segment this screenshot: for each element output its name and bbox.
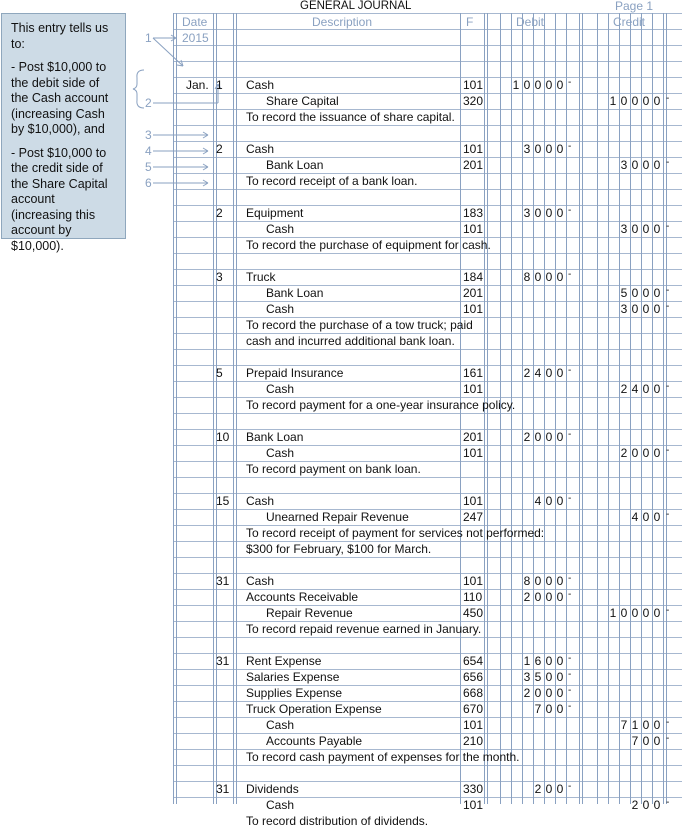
debit-amount-cents-dash: - bbox=[568, 781, 572, 792]
credit-amount-digit: 0 bbox=[642, 734, 650, 748]
debit-amount-digit: 0 bbox=[556, 78, 564, 92]
debit-amount-digit: 0 bbox=[556, 206, 564, 220]
credit-amount-digit: 0 bbox=[653, 286, 661, 300]
credit-amount-digit: 1 bbox=[609, 606, 617, 620]
credit-amount-digit: 0 bbox=[653, 798, 661, 812]
debit-amount-digit: 5 bbox=[534, 670, 542, 684]
debit-amount-digit: 0 bbox=[556, 574, 564, 588]
column-header-description: Description bbox=[312, 15, 373, 29]
credit-amount-digit: 7 bbox=[620, 718, 628, 732]
credit-amount-digit: 0 bbox=[653, 446, 661, 460]
credit-amount-digit: 0 bbox=[653, 302, 661, 316]
debit-amount-digit: 0 bbox=[545, 270, 553, 284]
debit-amount-cents-dash: - bbox=[568, 685, 572, 696]
debit-amount-digit: 3 bbox=[523, 206, 531, 220]
entry-memo: To record repaid revenue earned in January. bbox=[246, 622, 482, 636]
folio-number: 184 bbox=[463, 270, 484, 284]
credit-amount-digit: 2 bbox=[620, 382, 628, 396]
entry-memo: To record payment on bank loan. bbox=[246, 462, 421, 476]
debit-amount-digit: 0 bbox=[534, 574, 542, 588]
debit-amount-cents-dash: - bbox=[568, 141, 572, 152]
year-label: 2015 bbox=[182, 31, 209, 45]
note-intro: This entry tells us to: bbox=[11, 21, 109, 51]
debit-amount-digit: 0 bbox=[545, 142, 553, 156]
column-header-credit: Credit bbox=[613, 15, 646, 29]
column-header-debit: Debit bbox=[516, 15, 545, 29]
debit-amount-cents-dash: - bbox=[568, 573, 572, 584]
credit-amount-digit: 1 bbox=[609, 94, 617, 108]
account-name: Cash bbox=[246, 78, 275, 92]
entry-day: 3 bbox=[216, 270, 223, 284]
credit-amount-digit: 0 bbox=[642, 94, 650, 108]
debit-amount-cents-dash: - bbox=[568, 669, 572, 680]
credit-amount-digit: 7 bbox=[631, 734, 639, 748]
entry-memo: To record cash payment of expenses for the month. bbox=[246, 750, 520, 764]
account-name: Cash bbox=[266, 302, 295, 316]
brace bbox=[133, 70, 144, 108]
credit-amount-digit: 0 bbox=[620, 94, 628, 108]
debit-amount-digit: 0 bbox=[534, 270, 542, 284]
credit-amount-cents-dash: - bbox=[666, 717, 670, 728]
debit-amount-digit: 0 bbox=[556, 702, 564, 716]
note-point-credit: - Post $10,000 to the credit side of the Share Capital account (increasing this account by $10,000). bbox=[11, 145, 108, 253]
debit-amount-digit: 0 bbox=[545, 430, 553, 444]
debit-amount-digit: 2 bbox=[523, 590, 531, 604]
entry-day: 2 bbox=[216, 142, 223, 156]
debit-amount-digit: 1 bbox=[523, 654, 531, 668]
credit-amount-cents-dash: - bbox=[666, 301, 670, 312]
credit-amount-digit: 0 bbox=[642, 158, 650, 172]
debit-amount-digit: 0 bbox=[534, 686, 542, 700]
account-name: Salaries Expense bbox=[246, 670, 340, 684]
credit-amount-cents-dash: - bbox=[666, 509, 670, 520]
credit-amount-digit: 0 bbox=[653, 718, 661, 732]
journal-title: GENERAL JOURNAL bbox=[300, 0, 412, 12]
account-name: Cash bbox=[266, 382, 295, 396]
credit-amount-digit: 0 bbox=[653, 510, 661, 524]
entry-memo: To record the purchase of equipment for cash. bbox=[246, 238, 491, 252]
credit-amount-digit: 0 bbox=[653, 382, 661, 396]
debit-amount-digit: 3 bbox=[523, 142, 531, 156]
folio-number: 161 bbox=[463, 366, 484, 380]
account-name: Truck Operation Expense bbox=[246, 702, 382, 716]
credit-amount-digit: 0 bbox=[642, 798, 650, 812]
debit-amount-digit: 0 bbox=[556, 654, 564, 668]
credit-amount-digit: 0 bbox=[653, 606, 661, 620]
entry-day: 2 bbox=[216, 206, 223, 220]
folio-number: 101 bbox=[463, 142, 484, 156]
debit-amount-digit: 3 bbox=[523, 670, 531, 684]
debit-amount-cents-dash: - bbox=[568, 589, 572, 600]
account-name: Accounts Payable bbox=[266, 734, 363, 748]
callout-number: 6 bbox=[145, 176, 152, 190]
credit-amount-cents-dash: - bbox=[666, 381, 670, 392]
callout-arrow bbox=[153, 38, 183, 66]
folio-number: 101 bbox=[463, 718, 484, 732]
entry-memo: To record receipt of a bank loan. bbox=[246, 174, 418, 188]
debit-amount-digit: 0 bbox=[545, 494, 553, 508]
account-name: Cash bbox=[266, 798, 295, 812]
credit-amount-cents-dash: - bbox=[666, 157, 670, 168]
credit-amount-digit: 0 bbox=[631, 158, 639, 172]
account-name: Bank Loan bbox=[266, 286, 324, 300]
debit-amount-digit: 0 bbox=[545, 782, 553, 796]
folio-number: 101 bbox=[463, 222, 484, 236]
entry-day: 31 bbox=[216, 782, 230, 796]
credit-amount-digit: 0 bbox=[642, 286, 650, 300]
debit-amount-digit: 4 bbox=[534, 494, 542, 508]
debit-amount-digit: 0 bbox=[534, 78, 542, 92]
folio-number: 654 bbox=[463, 654, 484, 668]
debit-amount-digit: 0 bbox=[556, 686, 564, 700]
account-name: Accounts Receivable bbox=[246, 590, 359, 604]
debit-amount-digit: 0 bbox=[534, 430, 542, 444]
entry-day: 10 bbox=[216, 430, 230, 444]
credit-amount-digit: 0 bbox=[631, 94, 639, 108]
credit-amount-cents-dash: - bbox=[666, 797, 670, 808]
debit-amount-digit: 1 bbox=[512, 78, 520, 92]
account-name: Truck bbox=[246, 270, 276, 284]
credit-amount-digit: 0 bbox=[653, 94, 661, 108]
debit-amount-digit: 0 bbox=[534, 206, 542, 220]
callout-number: 2 bbox=[145, 96, 152, 110]
debit-amount-digit: 0 bbox=[545, 574, 553, 588]
account-name: Bank Loan bbox=[246, 430, 304, 444]
debit-amount-digit: 0 bbox=[556, 670, 564, 684]
credit-amount-digit: 0 bbox=[642, 510, 650, 524]
credit-amount-digit: 3 bbox=[620, 158, 628, 172]
folio-number: 101 bbox=[463, 382, 484, 396]
credit-amount-digit: 0 bbox=[642, 718, 650, 732]
entry-day: 5 bbox=[216, 366, 223, 380]
debit-amount-cents-dash: - bbox=[568, 205, 572, 216]
debit-amount-digit: 0 bbox=[545, 686, 553, 700]
credit-amount-cents-dash: - bbox=[666, 445, 670, 456]
folio-number: 101 bbox=[463, 798, 484, 812]
account-name: Bank Loan bbox=[266, 158, 324, 172]
debit-amount-digit: 4 bbox=[534, 366, 542, 380]
callout-number: 4 bbox=[145, 144, 152, 158]
credit-amount-cents-dash: - bbox=[666, 733, 670, 744]
credit-amount-digit: 0 bbox=[631, 286, 639, 300]
folio-number: 450 bbox=[463, 606, 484, 620]
credit-amount-digit: 0 bbox=[631, 222, 639, 236]
account-name: Cash bbox=[266, 718, 295, 732]
credit-amount-cents-dash: - bbox=[666, 285, 670, 296]
credit-amount-digit: 0 bbox=[653, 158, 661, 172]
account-name: Share Capital bbox=[266, 94, 339, 108]
credit-amount-digit: 0 bbox=[642, 222, 650, 236]
credit-amount-cents-dash: - bbox=[666, 221, 670, 232]
entry-day: 31 bbox=[216, 654, 230, 668]
callout-number: 5 bbox=[145, 160, 152, 174]
account-name: Rent Expense bbox=[246, 654, 322, 668]
folio-number: 668 bbox=[463, 686, 484, 700]
folio-number: 201 bbox=[463, 286, 484, 300]
folio-number: 330 bbox=[463, 782, 484, 796]
account-name: Cash bbox=[246, 142, 275, 156]
credit-amount-digit: 0 bbox=[631, 302, 639, 316]
debit-amount-digit: 0 bbox=[556, 270, 564, 284]
debit-amount-digit: 0 bbox=[545, 654, 553, 668]
debit-amount-digit: 2 bbox=[523, 366, 531, 380]
debit-amount-digit: 0 bbox=[545, 590, 553, 604]
debit-amount-cents-dash: - bbox=[568, 429, 572, 440]
callout-number: 3 bbox=[145, 128, 152, 142]
entry-day: 15 bbox=[216, 494, 230, 508]
account-name: Cash bbox=[266, 222, 295, 236]
account-name: Unearned Repair Revenue bbox=[266, 510, 409, 524]
folio-number: 183 bbox=[463, 206, 484, 220]
entry-day: 1 bbox=[216, 78, 223, 92]
debit-amount-cents-dash: - bbox=[568, 493, 572, 504]
debit-amount-digit: 6 bbox=[534, 654, 542, 668]
debit-amount-digit: 0 bbox=[545, 78, 553, 92]
credit-amount-digit: 0 bbox=[631, 446, 639, 460]
debit-amount-digit: 0 bbox=[556, 494, 564, 508]
credit-amount-digit: 5 bbox=[620, 286, 628, 300]
debit-amount-digit: 0 bbox=[556, 366, 564, 380]
debit-amount-digit: 2 bbox=[534, 782, 542, 796]
credit-amount-digit: 0 bbox=[653, 734, 661, 748]
debit-amount-digit: 7 bbox=[534, 702, 542, 716]
entry-memo: $300 for February, $100 for March. bbox=[246, 542, 432, 556]
debit-amount-digit: 0 bbox=[556, 782, 564, 796]
entry-memo: To record receipt of payment for services not performed: bbox=[246, 526, 545, 540]
debit-amount-cents-dash: - bbox=[568, 701, 572, 712]
entry-month: Jan. bbox=[186, 78, 209, 92]
column-header-folio: F bbox=[466, 15, 474, 29]
entry-memo: To record distribution of dividends. bbox=[246, 814, 429, 828]
account-name: Supplies Expense bbox=[246, 686, 343, 700]
account-name: Cash bbox=[246, 494, 275, 508]
debit-amount-digit: 8 bbox=[523, 270, 531, 284]
debit-amount-digit: 2 bbox=[523, 686, 531, 700]
credit-amount-cents-dash: - bbox=[666, 605, 670, 616]
debit-amount-digit: 0 bbox=[556, 590, 564, 604]
debit-amount-digit: 0 bbox=[556, 142, 564, 156]
credit-amount-digit: 0 bbox=[642, 302, 650, 316]
note-point-debit: - Post $10,000 to the debit side of the Cash account (increasing Cash by $10,000), and bbox=[11, 60, 109, 136]
folio-number: 101 bbox=[463, 574, 484, 588]
credit-amount-digit: 2 bbox=[631, 798, 639, 812]
entry-memo: To record payment for a one-year insurance policy. bbox=[246, 398, 516, 412]
folio-number: 110 bbox=[463, 590, 483, 604]
credit-amount-digit: 1 bbox=[631, 718, 639, 732]
debit-amount-cents-dash: - bbox=[568, 365, 572, 376]
folio-number: 101 bbox=[463, 78, 484, 92]
debit-amount-digit: 0 bbox=[523, 78, 531, 92]
debit-amount-digit: 0 bbox=[545, 702, 553, 716]
entry-day: 31 bbox=[216, 574, 230, 588]
debit-amount-digit: 0 bbox=[545, 206, 553, 220]
account-name: Cash bbox=[246, 574, 275, 588]
folio-number: 247 bbox=[463, 510, 484, 524]
credit-amount-digit: 3 bbox=[620, 302, 628, 316]
account-name: Equipment bbox=[246, 206, 304, 220]
column-header-date: Date bbox=[182, 15, 208, 29]
account-name: Dividends bbox=[246, 782, 299, 796]
account-name: Cash bbox=[266, 446, 295, 460]
credit-amount-digit: 0 bbox=[642, 606, 650, 620]
debit-amount-digit: 0 bbox=[545, 366, 553, 380]
debit-amount-digit: 0 bbox=[534, 142, 542, 156]
folio-number: 101 bbox=[463, 302, 484, 316]
folio-number: 656 bbox=[463, 670, 484, 684]
folio-number: 210 bbox=[463, 734, 484, 748]
debit-amount-digit: 8 bbox=[523, 574, 531, 588]
debit-amount-cents-dash: - bbox=[568, 653, 572, 664]
folio-number: 320 bbox=[463, 94, 484, 108]
account-name: Prepaid Insurance bbox=[246, 366, 344, 380]
folio-number: 201 bbox=[463, 430, 484, 444]
entry-memo: cash and incurred additional bank loan. bbox=[246, 334, 455, 348]
folio-number: 101 bbox=[463, 446, 484, 460]
debit-amount-digit: 2 bbox=[523, 430, 531, 444]
credit-amount-digit: 0 bbox=[631, 606, 639, 620]
debit-amount-digit: 0 bbox=[556, 430, 564, 444]
credit-amount-digit: 3 bbox=[620, 222, 628, 236]
callout-number: 1 bbox=[145, 31, 152, 45]
credit-amount-digit: 0 bbox=[642, 446, 650, 460]
folio-number: 101 bbox=[463, 494, 484, 508]
credit-amount-digit: 2 bbox=[620, 446, 628, 460]
credit-amount-digit: 0 bbox=[642, 382, 650, 396]
folio-number: 670 bbox=[463, 702, 484, 716]
debit-amount-digit: 0 bbox=[534, 590, 542, 604]
debit-amount-cents-dash: - bbox=[568, 269, 572, 280]
credit-amount-cents-dash: - bbox=[666, 93, 670, 104]
credit-amount-digit: 4 bbox=[631, 382, 639, 396]
credit-amount-digit: 0 bbox=[620, 606, 628, 620]
account-name: Repair Revenue bbox=[266, 606, 353, 620]
debit-amount-digit: 0 bbox=[545, 670, 553, 684]
page-number: Page 1 bbox=[615, 0, 654, 13]
entry-memo: To record the issuance of share capital. bbox=[246, 110, 455, 124]
credit-amount-digit: 0 bbox=[653, 222, 661, 236]
folio-number: 201 bbox=[463, 158, 484, 172]
debit-amount-cents-dash: - bbox=[568, 77, 572, 88]
credit-amount-digit: 4 bbox=[631, 510, 639, 524]
entry-memo: To record the purchase of a tow truck; paid bbox=[246, 318, 473, 332]
